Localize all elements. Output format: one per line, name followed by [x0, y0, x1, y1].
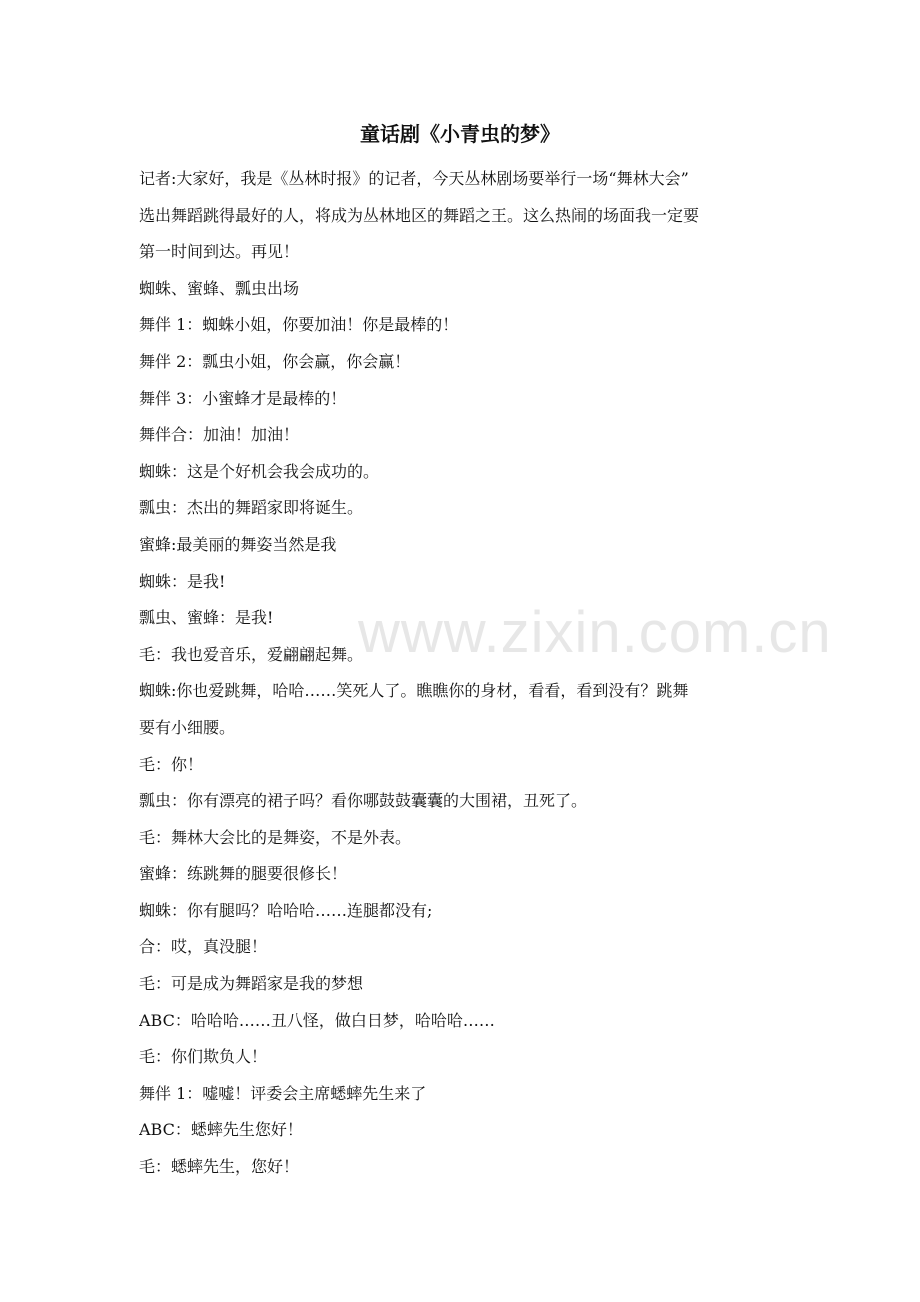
text-line: 毛：我也爱音乐，爱翩翩起舞。 [139, 644, 364, 664]
document-title: 童话剧《小青虫的梦》 [360, 122, 560, 146]
text-line: 蜜蜂：练跳舞的腿要很修长！ [139, 864, 348, 884]
text-line: 毛：你们欺负人！ [139, 1047, 268, 1067]
text-line: 舞伴 3：小蜜蜂才是最棒的！ [139, 388, 347, 408]
document-body [139, 161, 789, 1186]
text-line: 瓢虫：杰出的舞蹈家即将诞生。 [139, 498, 364, 518]
text-line: 蜘蛛：这是个好机会我会成功的。 [139, 461, 380, 481]
text-line: 第一时间到达。再见！ [139, 242, 300, 262]
text-line: 蜜蜂:最美丽的舞姿当然是我 [139, 534, 337, 554]
text-line: 毛：可是成为舞蹈家是我的梦想 [139, 974, 364, 994]
text-line: 蜘蛛：是我! [139, 571, 226, 591]
text-line: 毛：蟋蟀先生，您好！ [139, 1157, 300, 1177]
text-line: 合：哎，真没腿！ [139, 937, 268, 957]
text-line: 选出舞蹈跳得最好的人，将成为丛林地区的舞蹈之王。这么热闹的场面我一定要 [139, 205, 700, 225]
text-line: 毛：舞林大会比的是舞姿，不是外表。 [139, 827, 412, 847]
text-line: 记者:大家好，我是《丛林时报》的记者，今天丛林剧场要举行一场“舞林大会” [139, 169, 689, 188]
text-line: 瓢虫：你有漂亮的裙子吗？看你哪鼓鼓囊囊的大围裙，丑死了。 [139, 791, 588, 811]
text-line: 要有小细腰。 [139, 717, 236, 737]
text-line: 瓢虫、蜜蜂：是我! [139, 608, 274, 628]
text-line: 蜘蛛：你有腿吗？哈哈哈……连腿都没有; [139, 900, 433, 920]
text-line: 舞伴 2：瓢虫小姐，你会赢，你会赢！ [139, 351, 411, 371]
text-line: 蜘蛛:你也爱跳舞，哈哈……笑死人了。瞧瞧你的身材，看看，看到没有？跳舞 [139, 681, 689, 701]
watermark: www.zixin.com.cn [358, 600, 832, 665]
text-line: 舞伴 1：嘘嘘！评委会主席蟋蟀先生来了 [139, 1083, 427, 1103]
text-line: 舞伴合：加油！加油！ [139, 425, 300, 445]
text-line: 蜘蛛、蜜蜂、瓢虫出场 [139, 278, 300, 298]
text-line: 舞伴 1：蜘蛛小姐，你要加油！你是最棒的！ [139, 315, 459, 335]
text-line: ABC：蟋蟀先生您好！ [139, 1120, 303, 1140]
text-line: ABC：哈哈哈……丑八怪，做白日梦，哈哈哈…… [139, 1010, 495, 1030]
text-line: 毛：你！ [139, 754, 204, 774]
